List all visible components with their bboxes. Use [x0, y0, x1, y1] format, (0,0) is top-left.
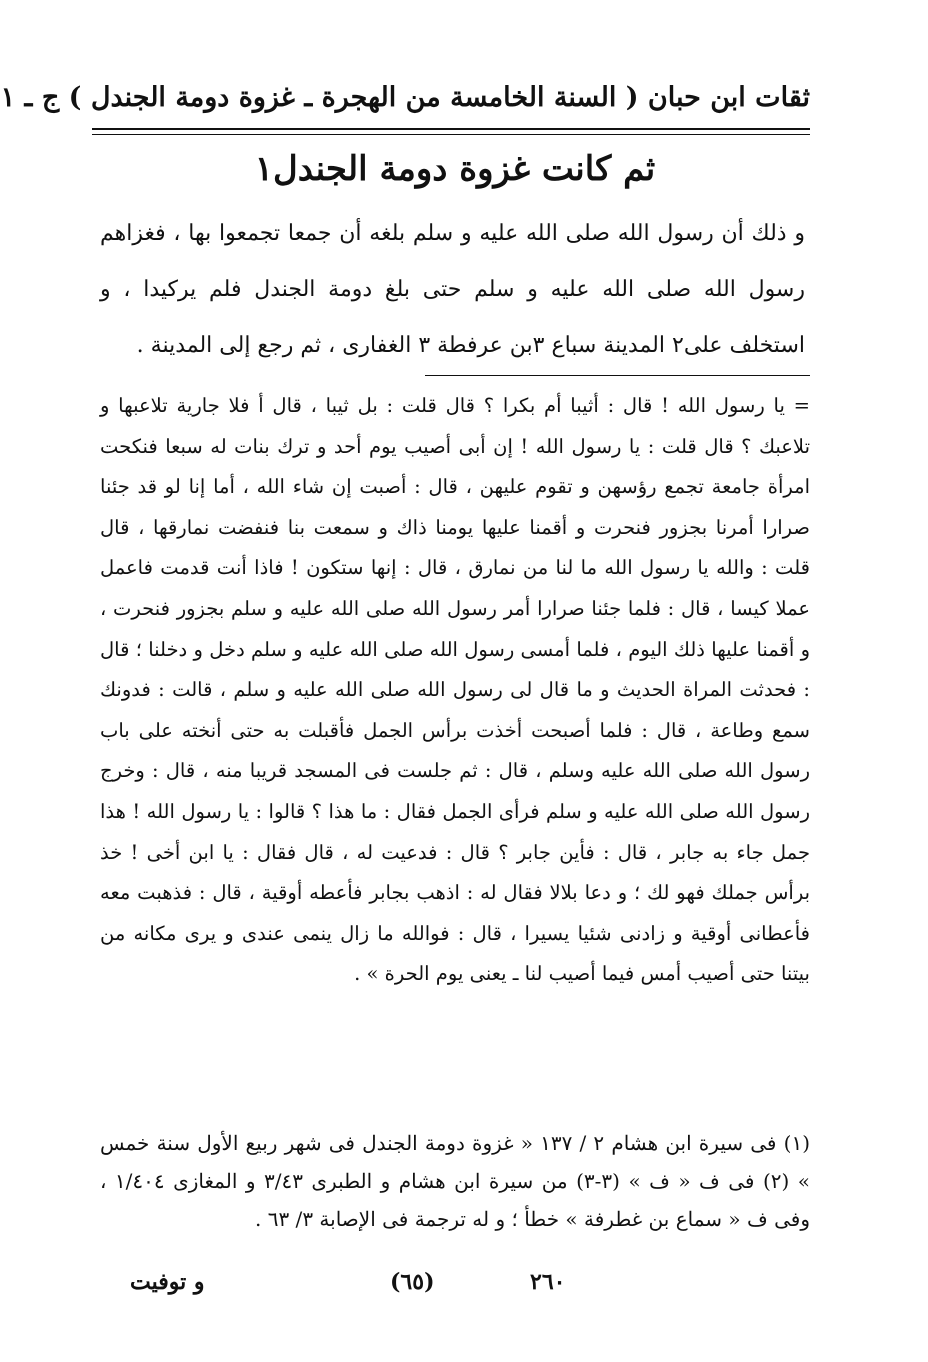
header-rule-thin	[92, 134, 810, 135]
continued-note-paragraph: = يا رسول الله ! قال : أثيبا أم بكرا ؟ قال قلت : بل ثيبا ، قال أ فلا جارية تلاعبها و تلاعبك ؟ قال قلت : يا رسول الله ! إن أبى أصيب يوم أحد و ترك بنات له سبعا فنكحت امرأة جامعة تجمع رؤسهن و تقوم عليهن ، قال : أصبت إن شاء الله ، أما إنا لو قد جئنا صرارا أمرنا بجزور فنحرت و أقمنا عليها يومنا ذاك و سمعت بنا فنفضت نمارقها ، قال قلت : والله يا رسول الله ما لنا من نمارق ، قال : إنها ستكون ! فاذا أنت قدمت فاعمل عملا كيسا ، قال : فلما جئنا صرارا أمر رسول الله صلى الله عليه و سلم بجزور فنحرت ، و أقمنا عليها ذلك اليوم ، فلما أمسى رسول الله صلى الله عليه و سلم دخل و دخلنا ؛ قال : فحدثت المراة الحديث و ما قال لى رسول الله صلى الله عليه و سلم ، قالت : فدونك سمع وطاعة ، قال : فلما أصبحت أخذت برأس الجمل فأقبلت به حتى أنخته على باب رسول الله صلى الله عليه وسلم ، قال : ثم جلست فى المسجد قريبا منه ، قال : وخرج رسول الله صلى الله عليه و سلم فرأى الجمل فقال : ما هذا ؟ قالوا : يا رسول الله ! هذا جمل جاء به جابر ، قال : فأين جابر ؟ قال : فدعيت له ، قال فقال : يا ابن أخى ! خذ برأس جملك فهو لك ؛ و دعا بلالا فقال له : اذهب بجابر فأعطه أوقية ، قال : فذهبت معه فأعطانى أوقية و زادنى شئيا يسيرا ، قال : فوالله ما زال ينمى عندى و يرى مكانه من بيتنا حتى أصيب أمس فيما أصيب لنا ـ يعنى يوم الحرة » .	[100, 394, 810, 986]
header-rule	[92, 128, 810, 130]
running-header: ثقات ابن حبان ( السنة الخامسة من الهجرة ـ غزوة دومة الجندل ) ج ـ ١	[0, 82, 810, 113]
catchword: و توفيت	[130, 1269, 205, 1295]
notes-separator	[425, 375, 810, 376]
continued-note-block	[100, 386, 810, 995]
signature-mark: (٦٥)	[390, 1269, 435, 1295]
main-text-block	[100, 206, 805, 374]
main-paragraph: و ذلك أن رسول الله صلى الله عليه و سلم بلغه أن جمعا تجمعوا بها ، فغزاهم رسول الله صلى الله عليه و سلم حتى بلغ دومة الجندل فلم يركيدا ، و استخلف على٢ المدينة سباع ٣بن عرفطة ٣ الغفارى ، ثم رجع إلى المدينة .	[100, 221, 805, 358]
page-footer	[100, 1262, 810, 1302]
footnotes-block	[100, 1124, 810, 1238]
footnotes-paragraph: (١) فى سيرة ابن هشام ٢ / ١٣٧ « غزوة دومة الجندل فى شهر ربيع الأول سنة خمس » (٢) فى ف « ف » (٣-٣) من سيرة ابن هشام و الطبرى ٣/٤٣ و المغازى ١/٤٠٤ ، وفى ف « سماع بن غطرفة » خطأ ؛ و له ترجمة فى الإصابة ٣/ ٦٣ .	[100, 1131, 811, 1231]
page-number: ٢٦٠	[530, 1269, 566, 1295]
section-title: ثم كانت غزوة دومة الجندل١	[254, 149, 656, 189]
